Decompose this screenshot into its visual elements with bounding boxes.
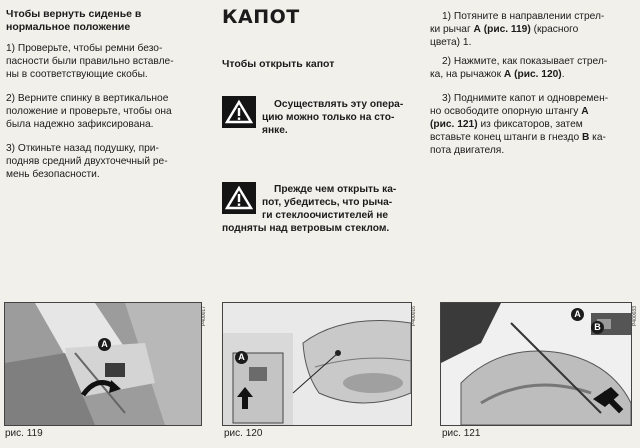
text-line: 1) Проверьте, чтобы ремни безо- [6,43,163,54]
figure-code: P400033 [632,306,638,327]
page-title: КАПОТ [222,6,300,28]
part-label: A [503,69,512,80]
part-label: A [473,24,481,35]
text-line: 2) Нажмите, как показывает стрел- [442,56,608,67]
text-line: 3) Поднимите капот и одновремен- [442,93,609,104]
figure-caption: рис. 121 [442,428,481,439]
label-a: A [235,351,248,364]
text-line: цвета) 1. [430,37,472,48]
text-line: 2) Верните спинку в вертикальное [6,93,169,104]
text-line: пот, убедитесь, что рыча- [262,197,393,208]
figure-ref: (рис. 119) [483,24,531,35]
figure-caption: рис. 120 [224,428,263,439]
figure-code: P400016 [411,306,417,327]
hood-step-2 [430,55,636,81]
warning-box [222,96,256,128]
text-line: Прежде чем открыть ка- [274,184,397,195]
figure-119-image [4,302,202,426]
text-fragment: (красного [533,24,579,35]
label-b: B [591,321,604,334]
label-a: A [98,338,111,351]
text-line: положение и проверьте, чтобы она [6,106,172,117]
seat-section-heading [6,8,141,34]
text-line: была надежно зафиксирована. [6,119,154,130]
text-fragment: но освободите опорную штангу [430,106,579,117]
warning-triangle-icon [225,185,253,211]
figure-121-image [440,302,632,426]
text-line: пота двигателя. [430,145,505,156]
hood-step-3 [430,92,636,157]
warning-triangle-icon [225,99,253,125]
text-fragment: ка- [592,132,606,143]
text-line: 3) Откиньте назад подушку, при- [6,143,159,154]
text-line: Осуществлять эту опера- [274,99,404,110]
hood-step-1 [430,10,636,49]
part-label: B [581,132,590,143]
text-line: цию можно только на сто- [262,112,395,123]
warning-text-2 [222,183,397,235]
text-line: мень безопасности. [6,169,100,180]
part-label: A [581,106,589,117]
warning-text-1 [262,98,403,137]
hood-prop-illustration [441,303,631,425]
text-line: ны в соответствующие скобы. [6,69,148,80]
text-line: подняты над ветровым стеклом. [222,223,390,234]
seat-step-1 [6,42,174,81]
figure-caption: рис. 119 [5,428,43,439]
text-line: янке. [262,125,288,136]
text-fragment: ки рычаг [430,24,471,35]
heading-line: нормальное положение [6,21,131,33]
text-fragment: . [561,69,565,80]
seat-step-3 [6,142,168,181]
car-front-illustration [223,303,411,425]
seat-illustration [5,303,201,425]
hood-subheading: Чтобы открыть капот [222,58,335,70]
text-line: ги стеклоочистителей не [262,210,389,221]
figure-120-image [222,302,412,426]
text-fragment: из фиксаторов, затем [480,119,583,130]
figure-ref: (рис. 120) [514,69,562,80]
figure-ref: (рис. 121) [430,119,478,130]
seat-step-2 [6,92,172,131]
figure-code: P400017 [201,306,207,327]
text-fragment: вставьте конец штанги в гнездо [430,132,580,143]
text-line: пасности были правильно вставле- [6,56,174,67]
text-line: подняв средний двухточечный ре- [6,156,168,167]
text-fragment: ка, на рычажок [430,69,502,80]
heading-line: Чтобы вернуть сиденье в [6,8,142,20]
label-a: A [571,308,584,321]
text-line: 1) Потяните в направлении стрел- [442,11,605,22]
warning-box [222,182,256,214]
